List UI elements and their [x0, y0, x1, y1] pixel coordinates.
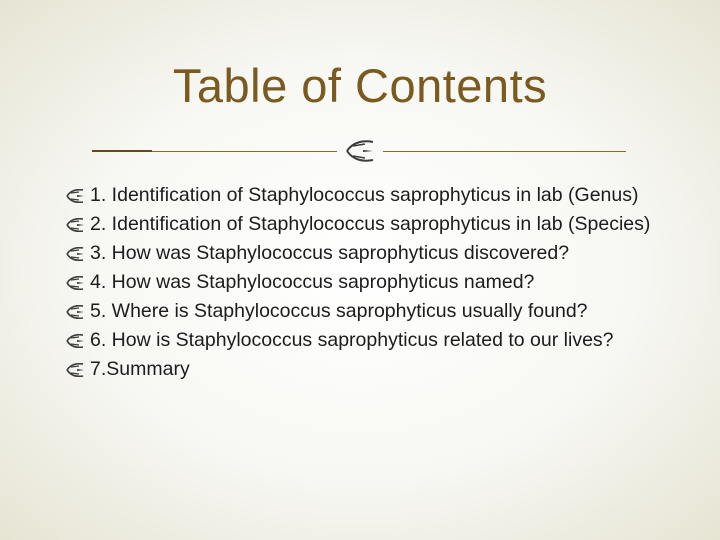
ornament-bullet-icon: [66, 276, 85, 290]
toc-item-text: 5. Where is Staphylococcus saprophyticus usually found?: [90, 300, 588, 322]
toc-item: [66, 239, 686, 268]
toc-item: [66, 268, 686, 297]
title-rule-right: [383, 151, 626, 152]
ornament-bullet-icon: [66, 189, 85, 203]
ornament-bullet-icon: [66, 363, 85, 377]
ornament-bullet-icon: [66, 218, 85, 232]
toc-item: [66, 355, 686, 384]
table-of-contents-list: [66, 181, 686, 384]
toc-item-text: 4. How was Staphylococcus saprophyticus named?: [90, 271, 535, 293]
toc-item-text: 7.Summary: [90, 358, 190, 380]
ornament-divider-icon: [345, 138, 375, 164]
toc-item: [66, 181, 686, 210]
title-rule-left-accent: [92, 150, 152, 152]
toc-item-text: 2. Identification of Staphylococcus saprophyticus in lab (Species): [90, 213, 651, 235]
ornament-bullet-icon: [66, 305, 85, 319]
toc-item-text: 6. How is Staphylococcus saprophyticus related to our lives?: [90, 329, 614, 351]
toc-item: [66, 297, 686, 326]
toc-item: [66, 210, 686, 239]
toc-item: [66, 326, 686, 355]
ornament-bullet-icon: [66, 334, 85, 348]
slide-title: Table of Contents: [172, 59, 548, 112]
ornament-bullet-icon: [66, 247, 85, 261]
toc-item-text: 1. Identification of Staphylococcus saprophyticus in lab (Genus): [90, 184, 639, 206]
toc-item-text: 3. How was Staphylococcus saprophyticus discovered?: [90, 242, 570, 264]
